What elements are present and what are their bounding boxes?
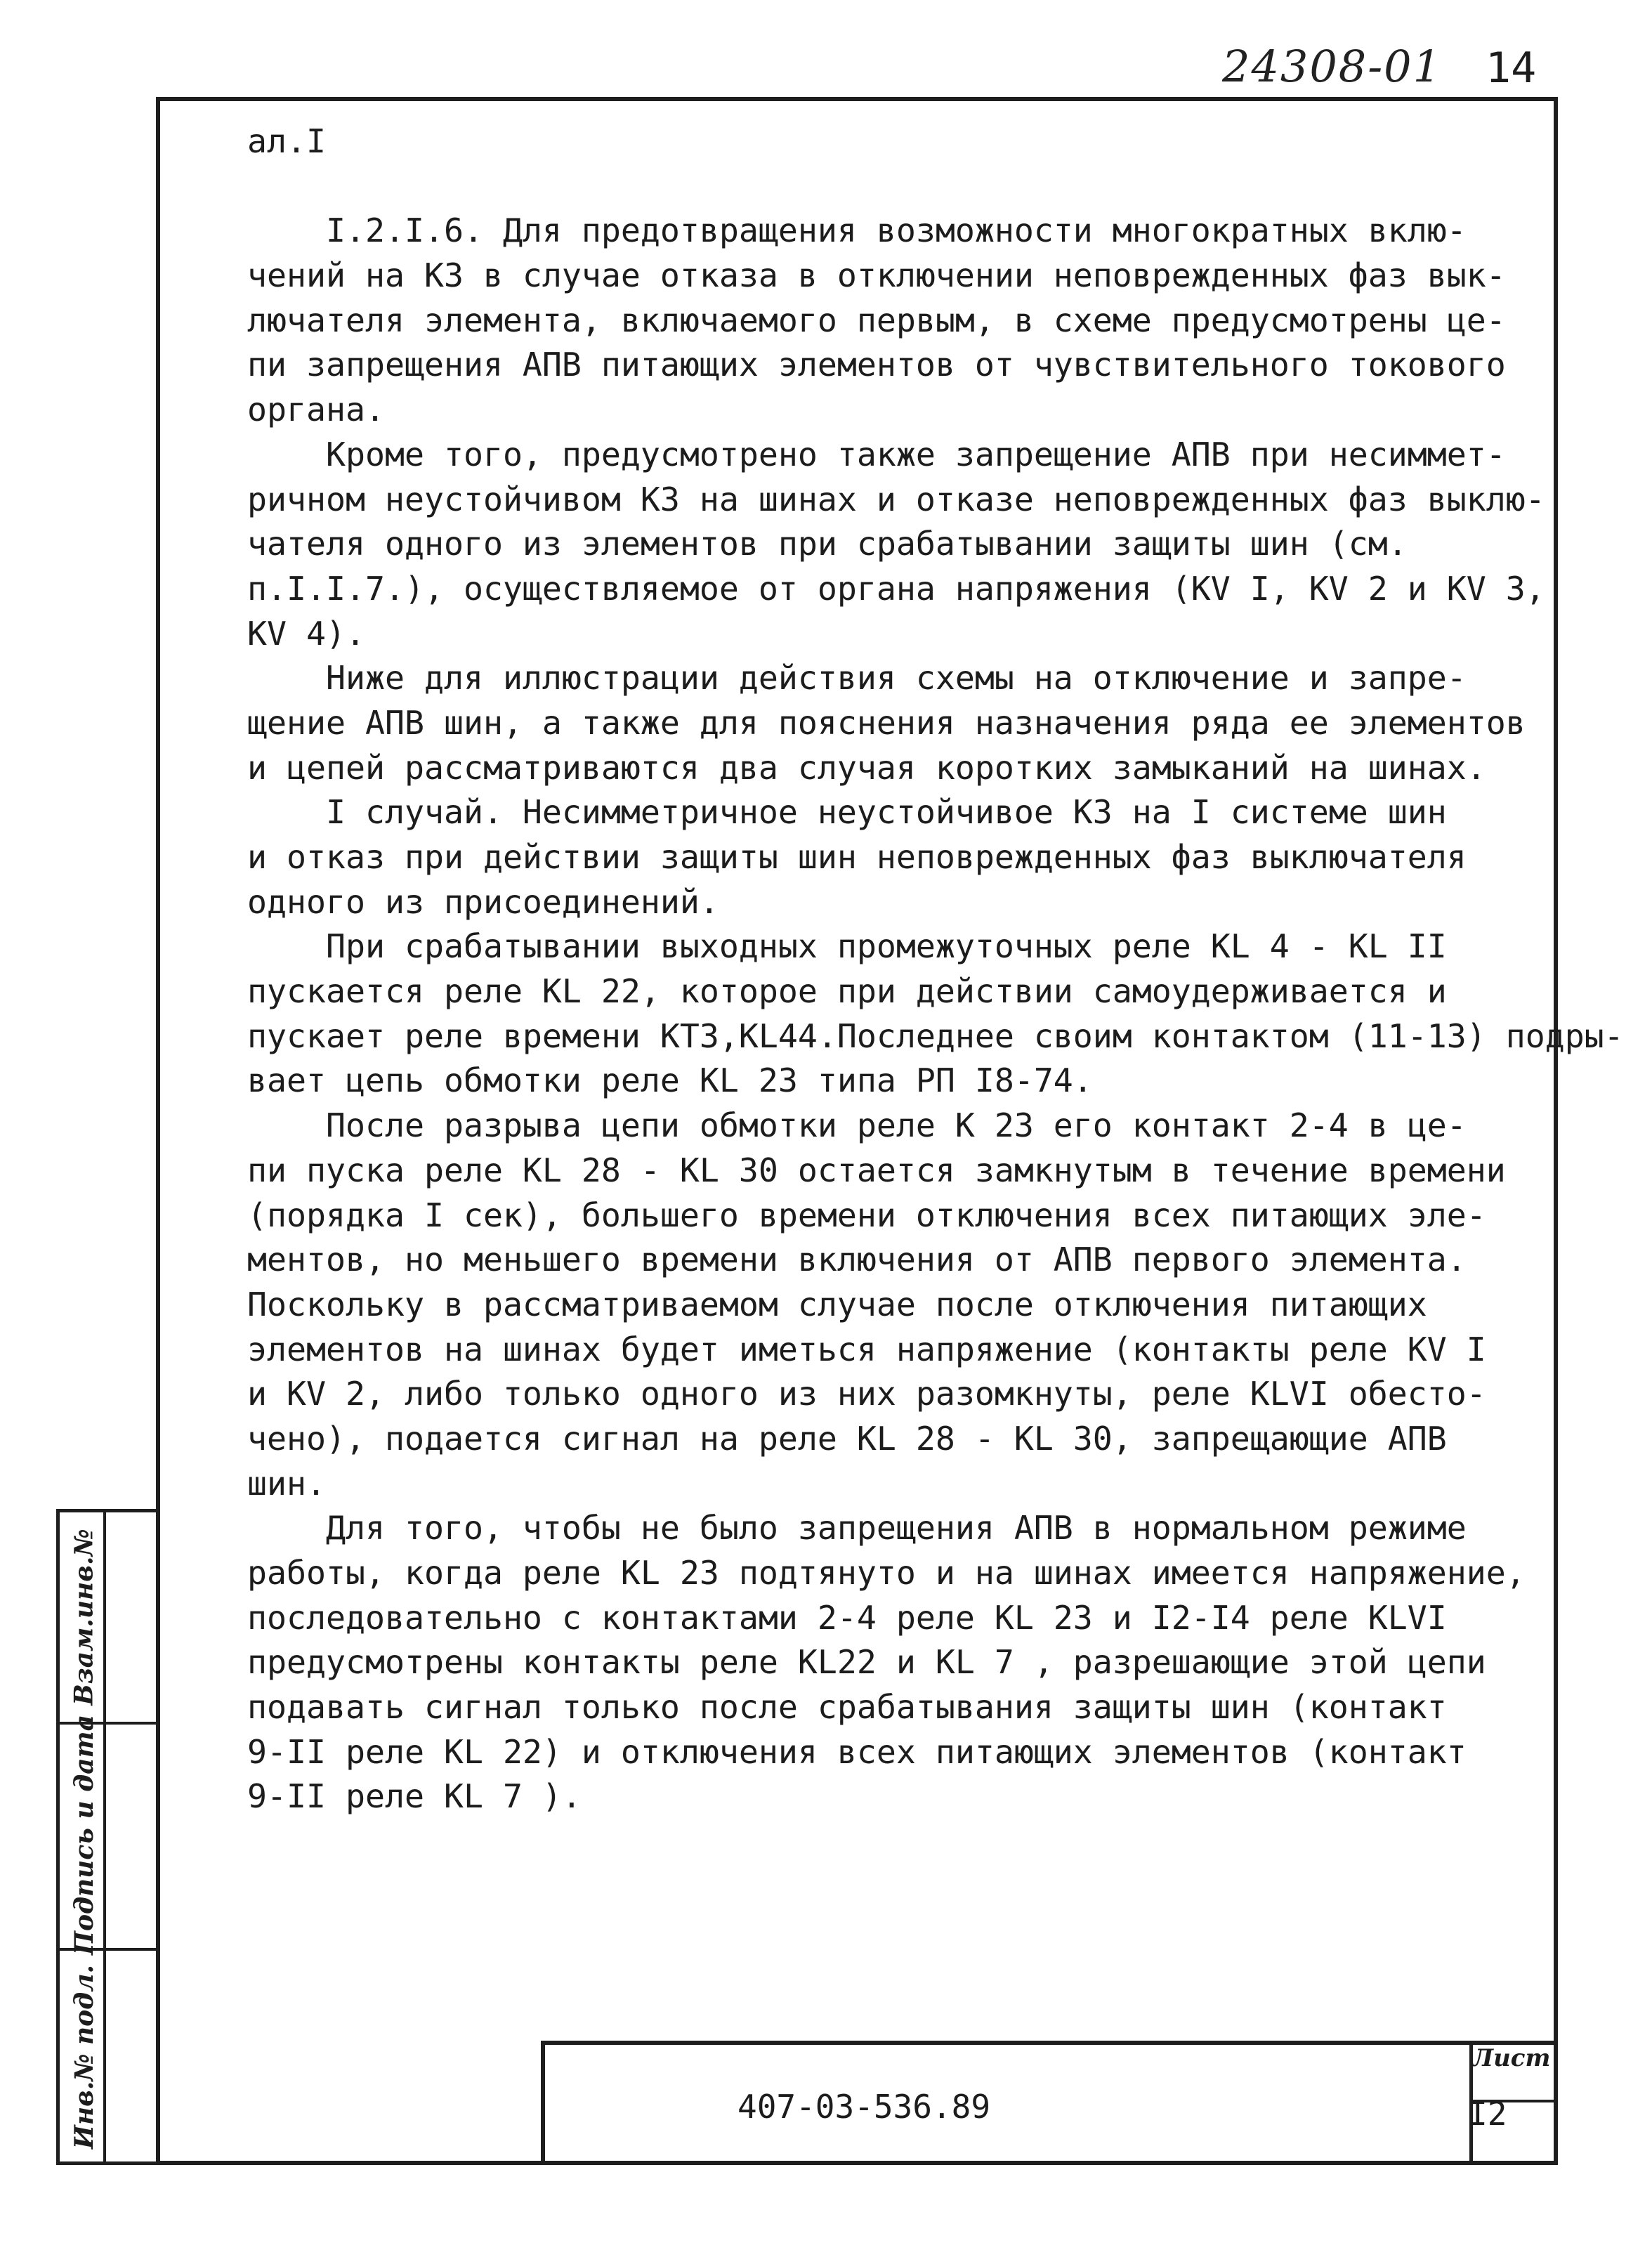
- text-line: щение АПВ шин, а также для пояснения назначения ряда ее элементов: [247, 703, 1526, 742]
- text-line: элементов на шинах будет иметься напряжение (контакты реле KV I: [247, 1330, 1486, 1368]
- document-body: [247, 119, 1624, 1819]
- side-stamp-label-replacement: Взам.инв.№: [70, 1529, 99, 1706]
- side-stamp-divider: [103, 1512, 106, 2161]
- text-line: ал.I: [247, 122, 326, 160]
- sheet-number: I2: [1468, 2095, 1507, 2133]
- text-line: Кроме того, предусмотрено также запрещение АПВ при несиммет-: [247, 435, 1506, 473]
- text-line: (порядка I сек), большего времени отключения всех питающих эле-: [247, 1196, 1486, 1234]
- text-line: подавать сигнал только после срабатывания защиты шин (контакт: [247, 1688, 1447, 1727]
- text-line: I.2.I.6. Для предотвращения возможности многократных вклю-: [247, 211, 1467, 250]
- side-stamp: [56, 1509, 156, 2165]
- text-line: пускает реле времени КТЗ,KL44.Последнее своим контактом (11-13) подры-: [247, 1016, 1624, 1055]
- text-line: одного из присоединений.: [247, 882, 719, 921]
- text-line: п.I.I.7.), осуществляемое от органа напряжения (KV I, KV 2 и KV 3,: [247, 569, 1545, 608]
- text-line: органа.: [247, 391, 385, 429]
- text-line: шин.: [247, 1464, 326, 1503]
- text-line: и цепей рассматриваются два случая коротких замыканий на шинах.: [247, 748, 1486, 787]
- text-line: I случай. Несимметричное неустойчивое КЗ на I системе шин: [247, 793, 1447, 832]
- text-line: пи пуска реле KL 28 - KL 30 остается замкнутым в течение времени: [247, 1151, 1506, 1189]
- page-number: 14: [1486, 44, 1537, 93]
- text-line: ричном неустойчивом КЗ на шинах и отказе неповрежденных фаз выклю-: [247, 480, 1545, 518]
- text-line: чено), подается сигнал на реле KL 28 - KL 30, запрещающие АПВ: [247, 1419, 1447, 1458]
- text-line: предусмотрены контакты реле KL22 и KL 7 , разрешающие этой цепи: [247, 1643, 1486, 1682]
- text-line: и отказ при действии защиты шин неповрежденных фаз выключателя: [247, 838, 1467, 876]
- side-stamp-label-signature: Подпись и дата: [70, 1714, 99, 1956]
- text-line: KV 4).: [247, 614, 365, 653]
- text-line: пи запрещения АПВ питающих элементов от чувствительного токового: [247, 346, 1506, 384]
- text-line: Ниже для иллюстрации действия схемы на отключение и запре-: [247, 659, 1467, 698]
- text-line: последовательно с контактами 2-4 реле KL 23 и I2-I4 реле KLVI: [247, 1598, 1447, 1637]
- handwritten-code: 24308-01: [1222, 41, 1443, 92]
- text-line: чений на КЗ в случае отказа в отключении неповрежденных фаз вык-: [247, 256, 1506, 295]
- text-line: работы, когда реле KL 23 подтянуто и на шинах имеется напряжение,: [247, 1554, 1526, 1592]
- title-block: [541, 2041, 1558, 2165]
- text-line: После разрыва цепи обмотки реле К 23 его контакт 2-4 в це-: [247, 1106, 1467, 1145]
- text-line: ментов, но меньшего времени включения от АПВ первого элемента.: [247, 1241, 1467, 1279]
- text-line: [247, 164, 1533, 209]
- text-line: лючателя элемента, включаемого первым, в схеме предусмотрены це-: [247, 301, 1506, 339]
- sheet-label: Лист: [1472, 2044, 1551, 2072]
- text-line: 9-II реле KL 22) и отключения всех питающих элементов (контакт: [247, 1732, 1467, 1771]
- text-line: вает цепь обмотки реле KL 23 типа РП I8-74.: [247, 1061, 1093, 1100]
- text-line: При срабатывании выходных промежуточных реле KL 4 - KL II: [247, 927, 1447, 966]
- text-line: и KV 2, либо только одного из них разомкнуты, реле KLVI обесто-: [247, 1375, 1486, 1413]
- text-line: чателя одного из элементов при срабатывании защиты шин (см.: [247, 525, 1408, 563]
- document-code: 407-03-536.89: [738, 2088, 991, 2126]
- text-line: пускается реле KL 22, которое при действии самоудерживается и: [247, 972, 1447, 1011]
- side-stamp-label-inventory: Инв.№ подл.: [70, 1964, 100, 2150]
- text-line: 9-II реле KL 7 ).: [247, 1777, 582, 1816]
- text-line: Поскольку в рассматриваемом случае после отключения питающих: [247, 1285, 1427, 1323]
- text-line: Для того, чтобы не было запрещения АПВ в нормальном режиме: [247, 1509, 1467, 1548]
